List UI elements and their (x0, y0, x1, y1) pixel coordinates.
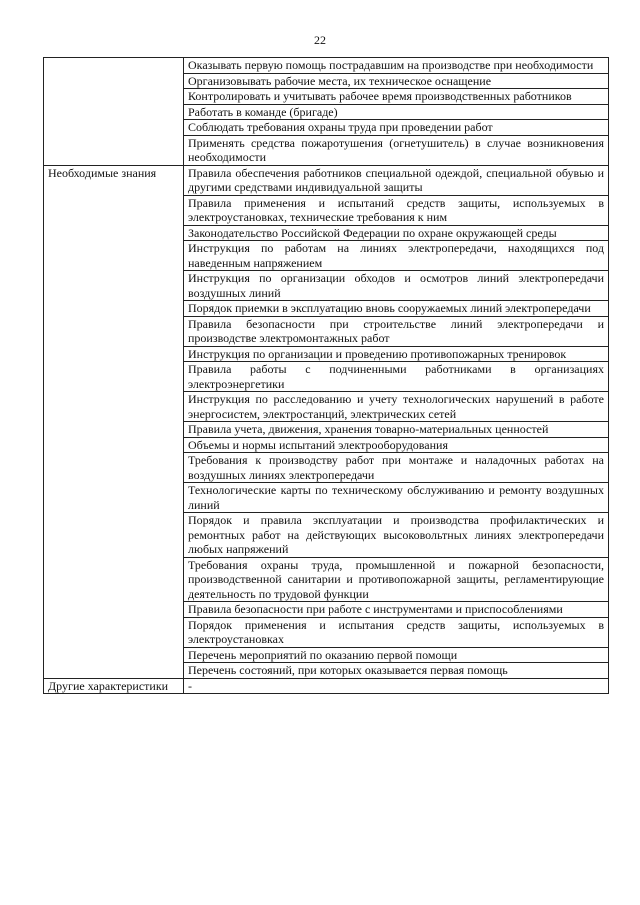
section-label (44, 58, 184, 166)
table-row (44, 678, 609, 694)
requirement-item: Порядок приемки в эксплуатацию вновь сооружаемых линий электропередачи (184, 301, 609, 317)
requirement-item: Требования охраны труда, промышленной и пожарной безопасности, производственной санитарии и противопожарной защиты, регламентирующие деятельность по трудовой функции (184, 557, 609, 602)
requirement-item: Требования к производству работ при монтаже и наладочных работах на воздушных линиях электропередачи (184, 453, 609, 483)
requirement-item: Правила обеспечения работников специальной одеждой, специальной обувью и другими средствами индивидуальной защиты (184, 165, 609, 195)
requirement-item: Инструкция по расследованию и учету технологических нарушений в работе энергосистем, электростанций, электрических сетей (184, 392, 609, 422)
section-label: Необходимые знания (44, 165, 184, 678)
requirement-item: - (184, 678, 609, 694)
competency-table (43, 57, 609, 694)
requirement-item: Законодательство Российской Федерации по охране окружающей среды (184, 225, 609, 241)
requirement-item: Объемы и нормы испытаний электрооборудования (184, 437, 609, 453)
requirement-item: Инструкция по организации обходов и осмотров линий электропередачи воздушных линий (184, 271, 609, 301)
page-number: 22 (314, 33, 326, 47)
competency-table-body (44, 58, 609, 694)
requirement-item: Правила применения и испытаний средств защиты, используемых в электроустановках, технические требования к ним (184, 195, 609, 225)
requirement-item: Инструкция по организации и проведению противопожарных тренировок (184, 346, 609, 362)
requirement-item: Порядок применения и испытания средств защиты, используемых в электроустановках (184, 617, 609, 647)
requirement-item: Перечень состояний, при которых оказывается первая помощь (184, 663, 609, 679)
requirement-item: Работать в команде (бригаде) (184, 104, 609, 120)
table-row (44, 165, 609, 195)
requirement-item: Порядок и правила эксплуатации и производства профилактических и ремонтных работ на действующих высоковольтных линиях электропередачи любых напряжений (184, 513, 609, 558)
table-row (44, 58, 609, 74)
requirement-item: Соблюдать требования охраны труда при проведении работ (184, 120, 609, 136)
requirement-item: Контролировать и учитывать рабочее время производственных работников (184, 89, 609, 105)
requirement-item: Правила работы с подчиненными работниками в организациях электроэнергетики (184, 362, 609, 392)
requirement-item: Правила безопасности при работе с инструментами и приспособлениями (184, 602, 609, 618)
requirement-item: Правила учета, движения, хранения товарно-материальных ценностей (184, 422, 609, 438)
requirement-item: Перечень мероприятий по оказанию первой помощи (184, 647, 609, 663)
requirement-item: Правила безопасности при строительстве линий электропередачи и производстве электромонтажных работ (184, 316, 609, 346)
requirement-item: Организовывать рабочие места, их техническое оснащение (184, 73, 609, 89)
requirement-item: Применять средства пожаротушения (огнетушитель) в случае возникновения необходимости (184, 135, 609, 165)
requirement-item: Оказывать первую помощь пострадавшим на производстве при необходимости (184, 58, 609, 74)
requirement-item: Технологические карты по техническому обслуживанию и ремонту воздушных линий (184, 483, 609, 513)
requirement-item: Инструкция по работам на линиях электропередачи, находящихся под наведенным напряжением (184, 241, 609, 271)
section-label: Другие характеристики (44, 678, 184, 694)
